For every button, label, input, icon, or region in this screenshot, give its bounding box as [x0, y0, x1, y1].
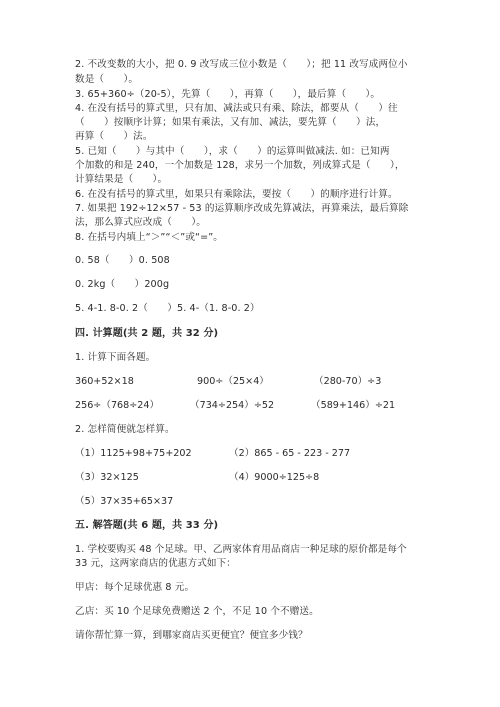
calc-4: 256÷（768÷24） — [75, 400, 160, 411]
calc-5: （734÷254）÷52 — [190, 400, 275, 411]
simplify-3: （3）32×125 — [75, 472, 139, 483]
simplify-4: （4）9000÷125÷8 — [229, 472, 320, 483]
q2-line-1: 2. 不改变数的大小，把 0. 9 改写成三位小数是（ ）；把 11 改写成两位小 — [75, 59, 408, 70]
section4-q2: 2. 怎样简便就怎样算。 — [75, 424, 175, 435]
q4-line-1: 4. 在没有括号的算式里，只有加、减法或只有乘、除法，都要从（ ）往 — [75, 103, 398, 114]
calc-6: （589+146）÷21 — [311, 400, 396, 411]
compare-item-2: 0. 2kg（ ）200g — [75, 279, 170, 290]
shop-a-offer: 甲店：每个足球优惠 8 元。 — [75, 582, 195, 593]
calc-2: 900÷（25×4） — [197, 376, 269, 387]
q2-line-2: 数是（ ）。 — [75, 74, 139, 85]
q5-line-1: 5. 已知（ ）与其中（ ），求（ ）的运算叫做减法. 如：已知两 — [75, 146, 390, 157]
simplify-1: （1）1125+98+75+202 — [75, 448, 192, 459]
q3-line-1: 3. 65+360÷（20-5），先算（ ），再算（ ），最后算（ ）。 — [75, 89, 381, 100]
q6-line-1: 6. 在没有括号的算式里，如果只有乘除法，要按（ ）的顺序进行计算。 — [75, 189, 398, 200]
q4-line-3: 再算（ ）法。 — [75, 131, 153, 142]
q7-line-2: 法，那么算式应改成（ ）。 — [75, 217, 206, 228]
compare-item-3: 5. 4-1. 8-0. 2（ ）5. 4-（1. 8-0. 2） — [75, 303, 260, 314]
section5-heading: 五. 解答题(共 6 题，共 33 分) — [75, 520, 219, 531]
calc-3: （280-70）÷3 — [314, 376, 382, 387]
shop-b-offer: 乙店：买 10 个足球免费赠送 2 个，不足 10 个不赠送。 — [75, 606, 319, 617]
section5-question: 请你帮忙算一算，到哪家商店买更便宜？便宜多少钱？ — [75, 630, 308, 641]
section4-q1: 1. 计算下面各题。 — [75, 352, 156, 363]
calc-1: 360+52×18 — [75, 376, 134, 387]
section5-q1-line-2: 33 元，这两家商店的优惠方式如下： — [75, 558, 236, 569]
q4-line-2: （ ）按顺序计算；如果有乘法，又有加、减法，要先算（ ）法， — [75, 117, 386, 128]
compare-item-1: 0. 58（ ）0. 508 — [75, 255, 170, 266]
section4-heading: 四. 计算题(共 2 题，共 32 分) — [75, 328, 219, 339]
simplify-5: （5）37×35+65×37 — [75, 496, 174, 507]
q5-line-2: 个加数的和是 240，一个加数是 128，求另一个加数，列成算式是（ ）， — [75, 160, 405, 171]
q5-line-3: 计算结果是（ ）。 — [75, 174, 168, 185]
section5-q1-line-1: 1. 学校要购买 48 个足球。甲、乙两家体育用品商店一种足球的原价都是每个 — [75, 544, 407, 555]
simplify-2: （2）865 - 65 - 223 - 277 — [229, 448, 351, 459]
q7-line-1: 7. 如果把 192÷12×57 - 53 的运算顺序改成先算减法，再算乘法，最后算除 — [75, 203, 409, 214]
q8-line-1: 8. 在括号内填上“＞”“＜”或“=”。 — [75, 232, 223, 243]
